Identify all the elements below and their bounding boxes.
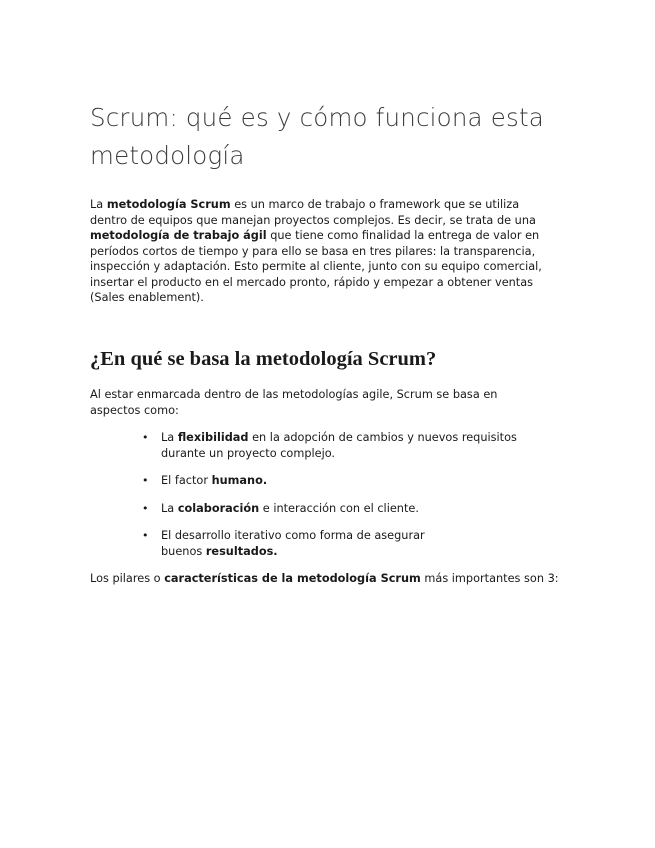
list-item-bold: flexibilidad [177, 431, 249, 444]
list-item [142, 473, 562, 489]
intro-paragraph [90, 197, 558, 306]
list-item-bold: resultados. [205, 544, 278, 558]
intro-text-2: es un marco de trabajo o framework que se utiliza dentro de equipos que manejan proyectos complejos. Es decir, se trata de una [90, 198, 536, 227]
intro-bold-scrum: metodología Scrum [106, 198, 231, 211]
list-item-text: El desarrollo iterativo como forma de asegurar buenos [161, 529, 425, 558]
bullet-icon: • [142, 474, 149, 487]
intro-bold-agile: metodología de trabajo ágil [90, 229, 267, 242]
list-item-text: e interacción con el cliente. [259, 501, 419, 515]
lead-paragraph: Al estar enmarcada dentro de las metodologías agile, Scrum se basa en aspectos como: [90, 388, 498, 417]
list-item [142, 528, 461, 559]
closing-text-2: más importantes son 3: [420, 572, 559, 585]
bullet-icon: • [142, 501, 149, 515]
bullet-icon: • [142, 431, 149, 444]
aspects-list [142, 430, 562, 571]
closing-bold: características de la metodología Scrum [164, 572, 421, 585]
list-item [142, 501, 562, 517]
list-item-text: en la adopción de cambios y nuevos requisitos durante un proyecto complejo. [161, 431, 517, 460]
closing-paragraph [90, 571, 565, 587]
list-item-bold: colaboración [177, 501, 260, 515]
intro-text-1: La [90, 198, 107, 211]
list-item-text: La [161, 431, 178, 444]
closing-text-1: Los pilares o [90, 572, 165, 585]
page-title: Scrum: qué es y cómo funciona esta metodología [90, 103, 545, 170]
section-heading: ¿En qué se basa la metodología Scrum? [90, 348, 437, 370]
list-item-text: La [161, 501, 178, 515]
list-item-bold: humano. [211, 474, 268, 487]
list-item-text: El factor [161, 474, 212, 487]
list-item [142, 430, 562, 461]
bullet-icon: • [142, 529, 149, 542]
intro-text-3: que tiene como finalidad la entrega de valor en períodos cortos de tiempo y para ello se basa en tres pilares: la transparencia, inspección y adaptación. Esto permite al cliente, junto con su equipo comercial, insertar el producto en el mercado pronto, rápido y empezar a obtener ventas (Sales enablement). [90, 229, 542, 304]
